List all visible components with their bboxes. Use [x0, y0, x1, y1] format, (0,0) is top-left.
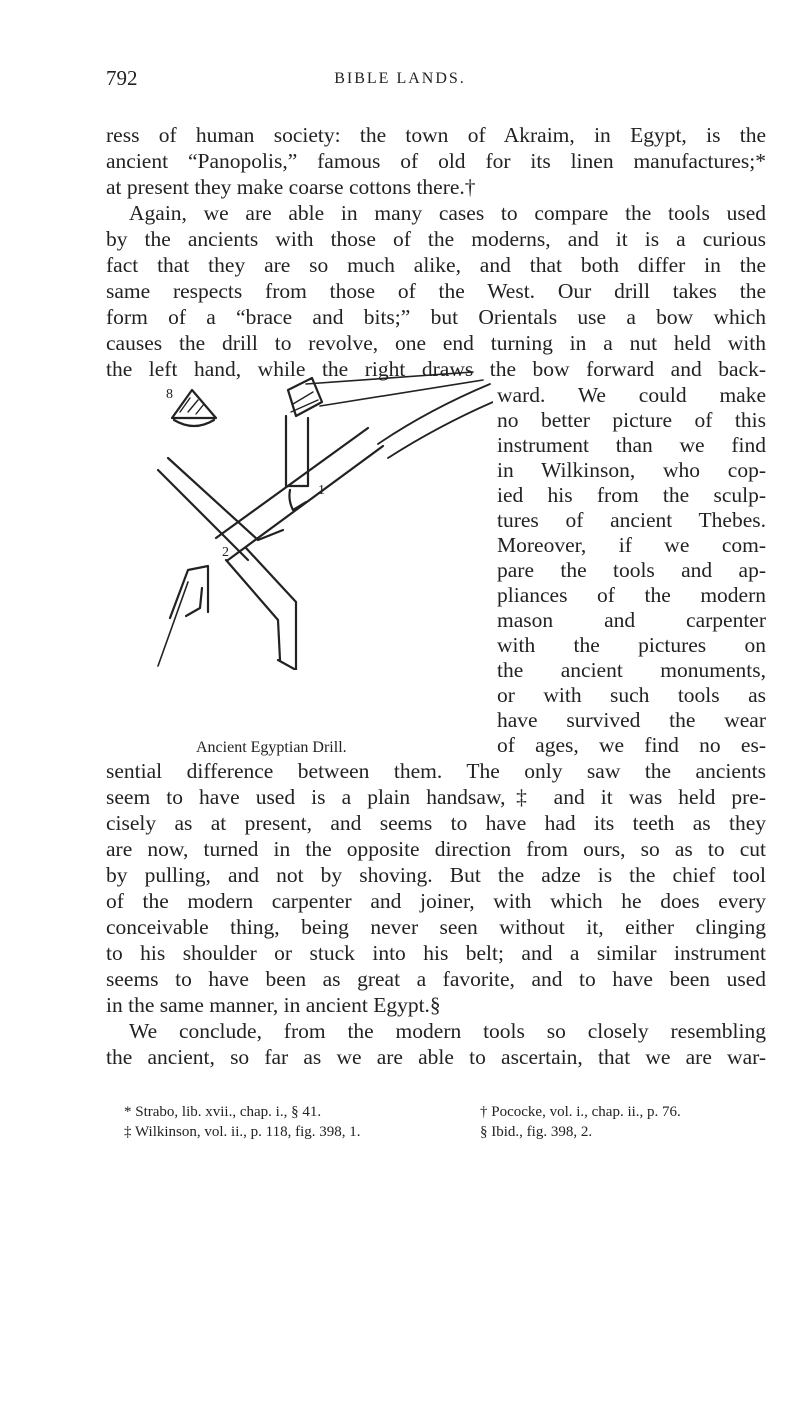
body-line: by pulling, and not by shoving. But the adze is the chief tool [106, 863, 766, 887]
page-number: 792 [106, 66, 138, 90]
wrap-line: pliances of the modern [497, 583, 766, 607]
body-line: fact that they are so much alike, and that both differ in the [106, 253, 766, 277]
wrap-line: or with such tools as [497, 683, 766, 707]
wrap-line: pare the tools and ap- [497, 558, 766, 582]
body-line: to his shoulder or stuck into his belt; and a similar instrument [106, 941, 766, 965]
wrap-line: Moreover, if we com- [497, 533, 766, 557]
body-line: are now, turned in the opposite direction from ours, so as to cut [106, 837, 766, 861]
body-line: the left hand, while the right draws the bow forward and back- [106, 357, 766, 381]
body-line: causes the drill to revolve, one end turning in a nut held with [106, 331, 766, 355]
body-line: We conclude, from the modern tools so closely resembling [129, 1019, 766, 1043]
wrap-line: no better picture of this [497, 408, 766, 432]
figure-caption: Ancient Egyptian Drill. [196, 739, 347, 756]
running-head: BIBLE LANDS. [334, 70, 466, 87]
body-line: cisely as at present, and seems to have had its teeth as they [106, 811, 766, 835]
body-line: of the modern carpenter and joiner, with which he does every [106, 889, 766, 913]
body-line: seems to have been as great a favorite, and to have been used [106, 967, 766, 991]
wrap-line: the ancient monuments, [497, 658, 766, 682]
figure-label-8: 8 [166, 387, 173, 402]
drill-illustration [128, 370, 493, 670]
wrap-line: in Wilkinson, who cop- [497, 458, 766, 482]
footnote-wilkinson: ‡ Wilkinson, vol. ii., p. 118, fig. 398, 1. [124, 1124, 361, 1140]
wrap-line: mason and carpenter [497, 608, 766, 632]
body-line: conceivable thing, being never seen without it, either clinging [106, 915, 766, 939]
body-line: same respects from those of the West. Our drill takes the [106, 279, 766, 303]
wrap-line: with the pictures on [497, 633, 766, 657]
body-line: seem to have used is a plain handsaw,‡ and it was held pre- [106, 785, 766, 809]
body-line: form of a “brace and bits;” but Orientals use a bow which [106, 305, 766, 329]
body-line: by the ancients with those of the moderns, and it is a curious [106, 227, 766, 251]
wrap-line: have survived the wear [497, 708, 766, 732]
wrap-line: of ages, we find no es- [497, 733, 766, 757]
wrap-line: ward. We could make [497, 383, 766, 407]
body-line: ancient “Panopolis,” famous of old for its linen manufactures;* [106, 149, 766, 173]
footnote-pococke: † Pococke, vol. i., chap. ii., p. 76. [480, 1104, 681, 1120]
body-line: sential difference between them. The only saw the ancients [106, 759, 766, 783]
body-line: the ancient, so far as we are able to ascertain, that we are war- [106, 1045, 766, 1069]
figure-label-2: 2 [222, 545, 229, 560]
wrap-line: instrument than we find [497, 433, 766, 457]
footnote-strabo: * Strabo, lib. xvii., chap. i., § 41. [124, 1104, 322, 1120]
body-line: ress of human society: the town of Akraim, in Egypt, is the [106, 123, 766, 147]
body-line: in the same manner, in ancient Egypt.§ [106, 993, 441, 1017]
figure-label-1: 1 [318, 483, 325, 498]
footnote-ibid: § Ibid., fig. 398, 2. [480, 1124, 593, 1140]
wrap-line: tures of ancient Thebes. [497, 508, 766, 532]
body-line: Again, we are able in many cases to compare the tools used [129, 201, 766, 225]
body-line: at present they make coarse cottons there.† [106, 175, 476, 199]
wrap-line: ied his from the sculp- [497, 483, 766, 507]
